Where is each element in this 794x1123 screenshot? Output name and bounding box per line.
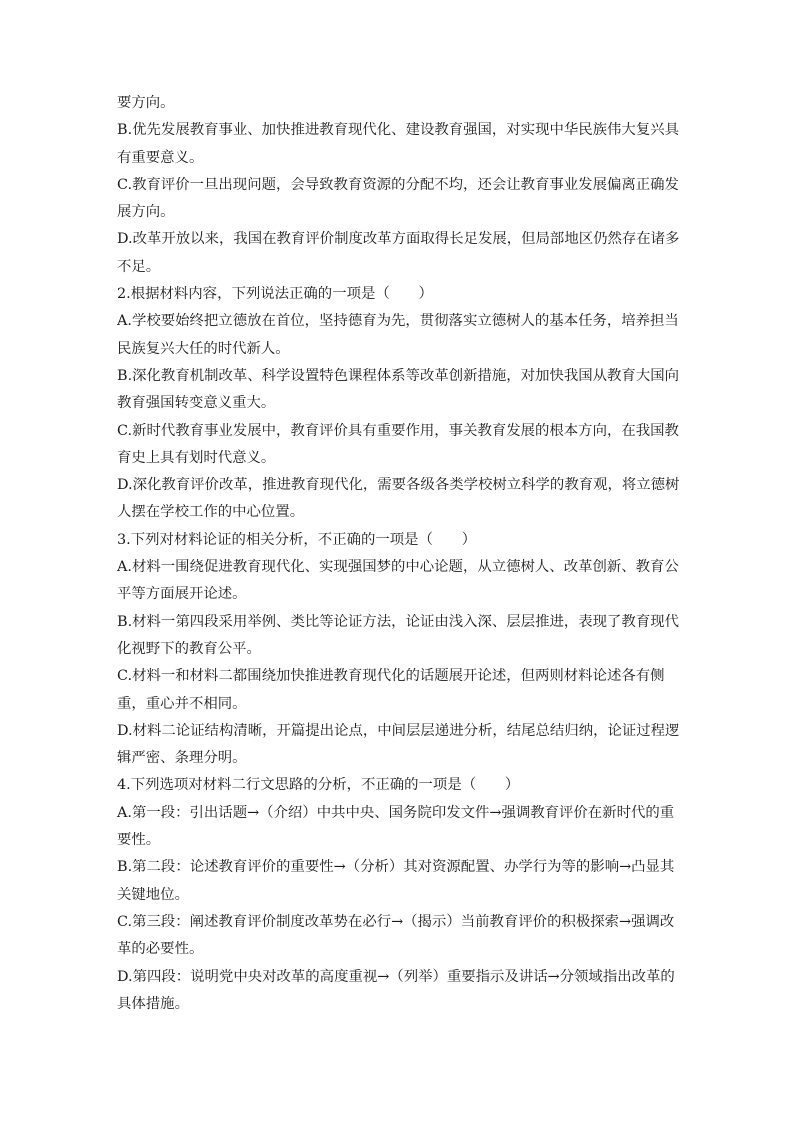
text-line: D.改革开放以来，我国在教育评价制度改革方面取得长足发展，但局部地区仍然存在诸多 [117, 231, 680, 248]
text-line: D.材料二论证结构清晰，开篇提出论点，中间层层递进分析，结尾总结归纳，论证过程逻 [117, 722, 680, 739]
text-line: C.教育评价一旦出现问题，会导致教育资源的分配不均，还会让教育事业发展偏离正确发 [117, 176, 679, 193]
text-line: 教育强国转变意义重大。 [117, 395, 276, 412]
text-line: 重，重心并不相同。 [117, 695, 247, 712]
document-page [117, 90, 680, 1018]
text-line: B.材料一第四段采用举例、类比等论证方法，论证由浅入深、层层推进，表现了教育现代 [117, 613, 679, 630]
text-line: 辑严密、条理分明。 [117, 750, 247, 767]
text-line: B.第二段：论述教育评价的重要性→（分析）其对资源配置、办学行为等的影响→凸显其 [117, 859, 675, 876]
text-line: 要方向。 [117, 95, 175, 111]
text-line: D.第四段：说明党中央对改革的高度重视→（列举）重要指示及讲话→分领域指出改革的 [117, 968, 675, 985]
text-line: C.新时代教育事业发展中，教育评价具有重要作用，事关教育发展的根本方向，在我国教 [117, 422, 679, 439]
text-line: D.深化教育评价改革，推进教育现代化，需要各级各类学校树立科学的教育观，将立德树 [117, 477, 680, 494]
text-line: 化视野下的教育公平。 [117, 640, 261, 657]
text-line: B.深化教育机制改革、科学设置特色课程体系等改革创新措施，对加快我国从教育大国向 [117, 367, 679, 384]
text-line: 有重要意义。 [117, 149, 204, 166]
text-line: 育史上具有划时代意义。 [117, 449, 276, 466]
text-line: 展方向。 [117, 204, 175, 221]
text-line: 不足。 [117, 258, 161, 275]
text-line: 4.下列选项对材料二行文思路的分析，不正确的一项是（ ） [117, 777, 520, 794]
text-line: A.材料一围绕促进教育现代化、实现强国梦的中心论题，从立德树人、改革创新、教育公 [117, 559, 679, 576]
text-line: 关键地位。 [117, 886, 189, 903]
text-line: 平等方面展开论述。 [117, 586, 247, 603]
text-line: 3.下列对材料论证的相关分析，不正确的一项是（ ） [117, 531, 477, 548]
text-line: 民族复兴大任的时代新人。 [117, 340, 290, 357]
text-line: 2.根据材料内容，下列说法正确的一项是（ ） [117, 286, 433, 303]
text-line: A.学校要始终把立德放在首位，坚持德育为先，贯彻落实立德树人的基本任务，培养担当 [117, 313, 679, 330]
text-line: A.第一段：引出话题→（介绍）中共中央、国务院印发文件→强调教育评价在新时代的重 [117, 804, 675, 821]
text-line: C.材料一和材料二都围绕加快推进教育现代化的话题展开论述，但两则材料论述各有侧 [117, 668, 665, 685]
text-line: C.第三段：阐述教育评价制度改革势在必行→（揭示）当前教育评价的积极探索→强调改 [117, 913, 675, 930]
text-line: 革的必要性。 [117, 941, 204, 958]
text-line: 要性。 [117, 832, 161, 849]
text-line: B.优先发展教育事业、加快推进教育现代化、建设教育强国，对实现中华民族伟大复兴具 [117, 122, 679, 139]
text-line: 人摆在学校工作的中心位置。 [117, 504, 305, 521]
text-line: 具体措施。 [117, 995, 189, 1012]
